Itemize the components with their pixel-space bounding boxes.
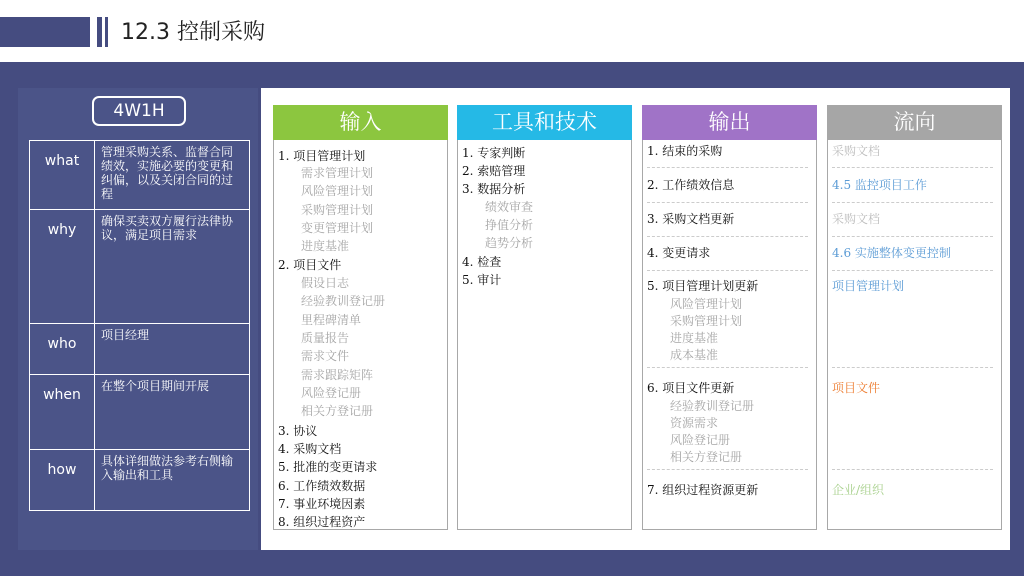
list-item: 4.5 监控项目工作 bbox=[832, 178, 927, 192]
w4h1-key: how bbox=[30, 450, 95, 511]
outputs-body bbox=[642, 140, 817, 530]
w4h1-title: 4W1H bbox=[92, 96, 186, 126]
list-item: 2. 工作绩效信息 bbox=[647, 178, 735, 192]
page-title: 12.3 控制采购 bbox=[121, 20, 265, 45]
flow-body bbox=[827, 140, 1002, 530]
list-item: 经验教训登记册 bbox=[670, 399, 755, 413]
list-item: 4. 采购文档 bbox=[278, 442, 342, 456]
inputs-header: 输入 bbox=[273, 105, 448, 140]
row-divider bbox=[832, 367, 993, 368]
w4h1-key: when bbox=[30, 375, 95, 450]
list-item: 6. 项目文件更新 bbox=[647, 381, 735, 395]
inputs-column bbox=[273, 105, 448, 530]
table-row bbox=[30, 324, 250, 375]
list-item: 采购文档 bbox=[832, 212, 881, 226]
inputs-body bbox=[273, 140, 448, 530]
list-item: 项目文件 bbox=[832, 381, 881, 395]
list-item: 5. 审计 bbox=[462, 273, 502, 287]
list-item: 8. 组织过程资产 bbox=[278, 515, 366, 529]
list-item: 7. 事业环境因素 bbox=[278, 497, 366, 511]
list-item: 项目管理计划 bbox=[832, 279, 905, 293]
list-item: 需求文件 bbox=[301, 349, 350, 363]
list-item: 1. 项目管理计划 bbox=[278, 149, 366, 163]
list-item: 进度基准 bbox=[301, 239, 350, 253]
w4h1-key: why bbox=[30, 210, 95, 324]
list-item: 质量报告 bbox=[301, 331, 350, 345]
row-divider bbox=[647, 469, 808, 470]
list-item: 1. 专家判断 bbox=[462, 146, 526, 160]
list-item: 相关方登记册 bbox=[670, 450, 743, 464]
row-divider bbox=[647, 167, 808, 168]
list-item: 4. 检查 bbox=[462, 255, 502, 269]
flow-column bbox=[827, 105, 1002, 530]
list-item: 2. 索赔管理 bbox=[462, 164, 526, 178]
flow-header: 流向 bbox=[827, 105, 1002, 140]
list-item: 绩效审查 bbox=[485, 200, 534, 214]
list-item: 1. 结束的采购 bbox=[647, 144, 723, 158]
w4h1-value: 在整个项目期间开展 bbox=[95, 375, 250, 450]
w4h1-value: 项目经理 bbox=[95, 324, 250, 375]
table-row bbox=[30, 141, 250, 210]
list-item: 3. 采购文档更新 bbox=[647, 212, 735, 226]
outputs-header: 输出 bbox=[642, 105, 817, 140]
header-accent-bar bbox=[0, 17, 90, 47]
list-item: 5. 项目管理计划更新 bbox=[647, 279, 759, 293]
w4h1-value: 管理采购关系、监督合同绩效，实施必要的变更和纠偏，以及关闭合同的过程 bbox=[95, 141, 250, 210]
row-divider bbox=[832, 236, 993, 237]
list-item: 6. 工作绩效数据 bbox=[278, 479, 366, 493]
row-divider bbox=[647, 367, 808, 368]
list-item: 需求跟踪矩阵 bbox=[301, 368, 374, 382]
ittos-panel bbox=[261, 88, 1010, 550]
list-item: 采购管理计划 bbox=[301, 203, 374, 217]
w4h1-key: who bbox=[30, 324, 95, 375]
title-divider-marks bbox=[97, 17, 117, 47]
list-item: 成本基准 bbox=[670, 348, 719, 362]
list-item: 7. 组织过程资源更新 bbox=[647, 483, 759, 497]
list-item: 3. 协议 bbox=[278, 424, 318, 438]
list-item: 企业/组织 bbox=[832, 483, 885, 497]
list-item: 里程碑清单 bbox=[301, 313, 362, 327]
row-divider bbox=[832, 167, 993, 168]
list-item: 5. 批准的变更请求 bbox=[278, 460, 378, 474]
list-item: 风险管理计划 bbox=[670, 297, 743, 311]
row-divider bbox=[832, 469, 993, 470]
tools-column bbox=[457, 105, 632, 530]
list-item: 风险管理计划 bbox=[301, 184, 374, 198]
list-item: 变更管理计划 bbox=[301, 221, 374, 235]
list-item: 2. 项目文件 bbox=[278, 258, 342, 272]
row-divider bbox=[832, 270, 993, 271]
list-item: 风险登记册 bbox=[670, 433, 731, 447]
row-divider bbox=[647, 236, 808, 237]
table-row bbox=[30, 450, 250, 511]
list-item: 趋势分析 bbox=[485, 236, 534, 250]
list-item: 需求管理计划 bbox=[301, 166, 374, 180]
w4h1-value: 确保买卖双方履行法律协议，满足项目需求 bbox=[95, 210, 250, 324]
list-item: 假设日志 bbox=[301, 276, 350, 290]
table-row bbox=[30, 210, 250, 324]
row-divider bbox=[832, 202, 993, 203]
list-item: 经验教训登记册 bbox=[301, 294, 386, 308]
list-item: 4. 变更请求 bbox=[647, 246, 711, 260]
tools-header: 工具和技术 bbox=[457, 105, 632, 140]
w4h1-table bbox=[29, 140, 250, 511]
row-divider bbox=[647, 270, 808, 271]
list-item: 风险登记册 bbox=[301, 386, 362, 400]
list-item: 采购文档 bbox=[832, 144, 881, 158]
w4h1-panel bbox=[18, 88, 258, 550]
list-item: 4.6 实施整体变更控制 bbox=[832, 246, 951, 260]
tools-body bbox=[457, 140, 632, 530]
list-item: 采购管理计划 bbox=[670, 314, 743, 328]
w4h1-value: 具体详细做法参考右侧输入输出和工具 bbox=[95, 450, 250, 511]
list-item: 3. 数据分析 bbox=[462, 182, 526, 196]
list-item: 进度基准 bbox=[670, 331, 719, 345]
list-item: 资源需求 bbox=[670, 416, 719, 430]
table-row bbox=[30, 375, 250, 450]
list-item: 挣值分析 bbox=[485, 218, 534, 232]
row-divider bbox=[647, 202, 808, 203]
outputs-column bbox=[642, 105, 817, 530]
list-item: 相关方登记册 bbox=[301, 404, 374, 418]
w4h1-key: what bbox=[30, 141, 95, 210]
